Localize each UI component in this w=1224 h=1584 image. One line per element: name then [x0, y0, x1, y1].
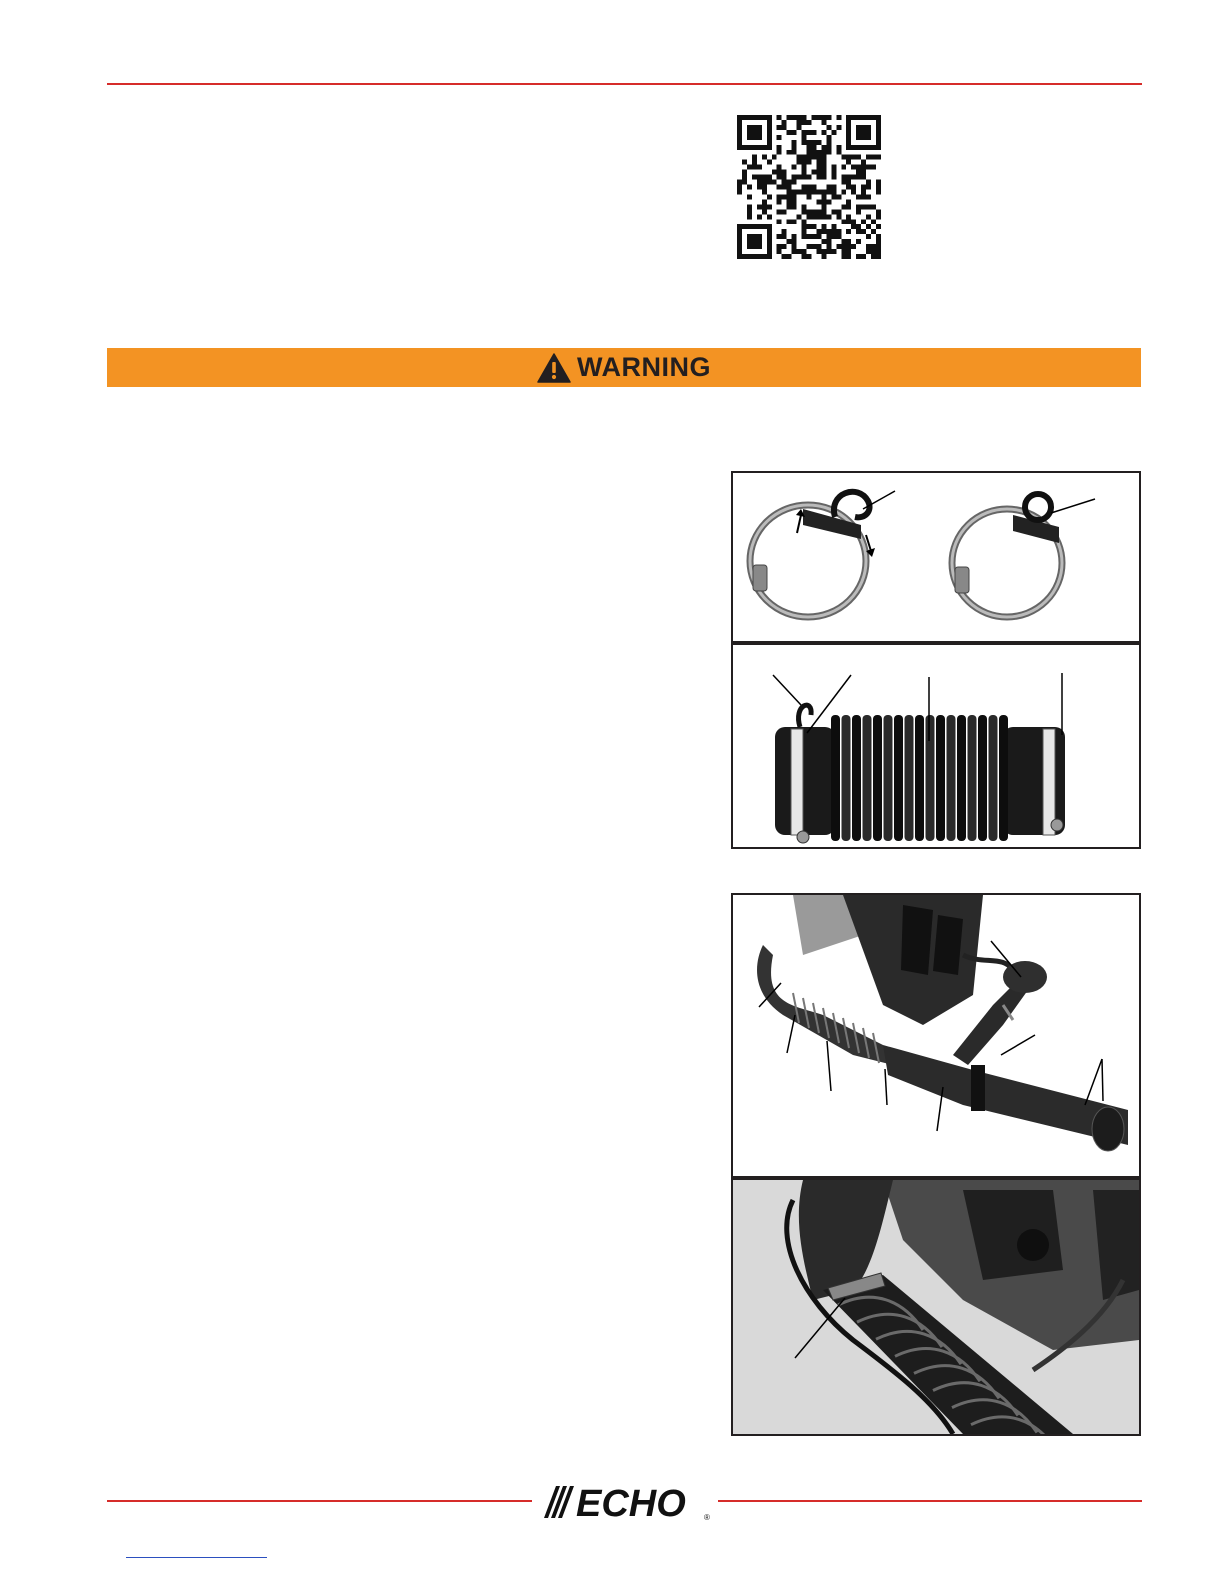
- warning-label: WARNING: [577, 352, 711, 382]
- callout-line: [773, 675, 801, 705]
- footer-rule-right: [718, 1500, 1142, 1502]
- svg-text:®: ®: [704, 1513, 710, 1522]
- footer-rule-left: [107, 1500, 532, 1502]
- header-rule: [107, 83, 1142, 85]
- figure-hose-clamps: [731, 471, 1141, 643]
- hose-clamp-open: [750, 492, 875, 617]
- echo-logo: [536, 1482, 714, 1522]
- figure-flex-hose: [731, 643, 1141, 849]
- svg-text:ECHO: ECHO: [576, 1483, 686, 1522]
- callout-line: [1051, 499, 1095, 513]
- hose-clamp-closed: [952, 494, 1062, 617]
- qr-code: [737, 115, 881, 259]
- callout-line: [1102, 1059, 1103, 1101]
- warning-banner: [107, 348, 1141, 387]
- flex-hose: [775, 705, 1065, 843]
- figure-hose-closeup: [731, 1178, 1141, 1436]
- figure-blower-assembly: [731, 893, 1141, 1178]
- warning-triangle-icon: [537, 353, 571, 383]
- footer-link-underline: [126, 1557, 267, 1558]
